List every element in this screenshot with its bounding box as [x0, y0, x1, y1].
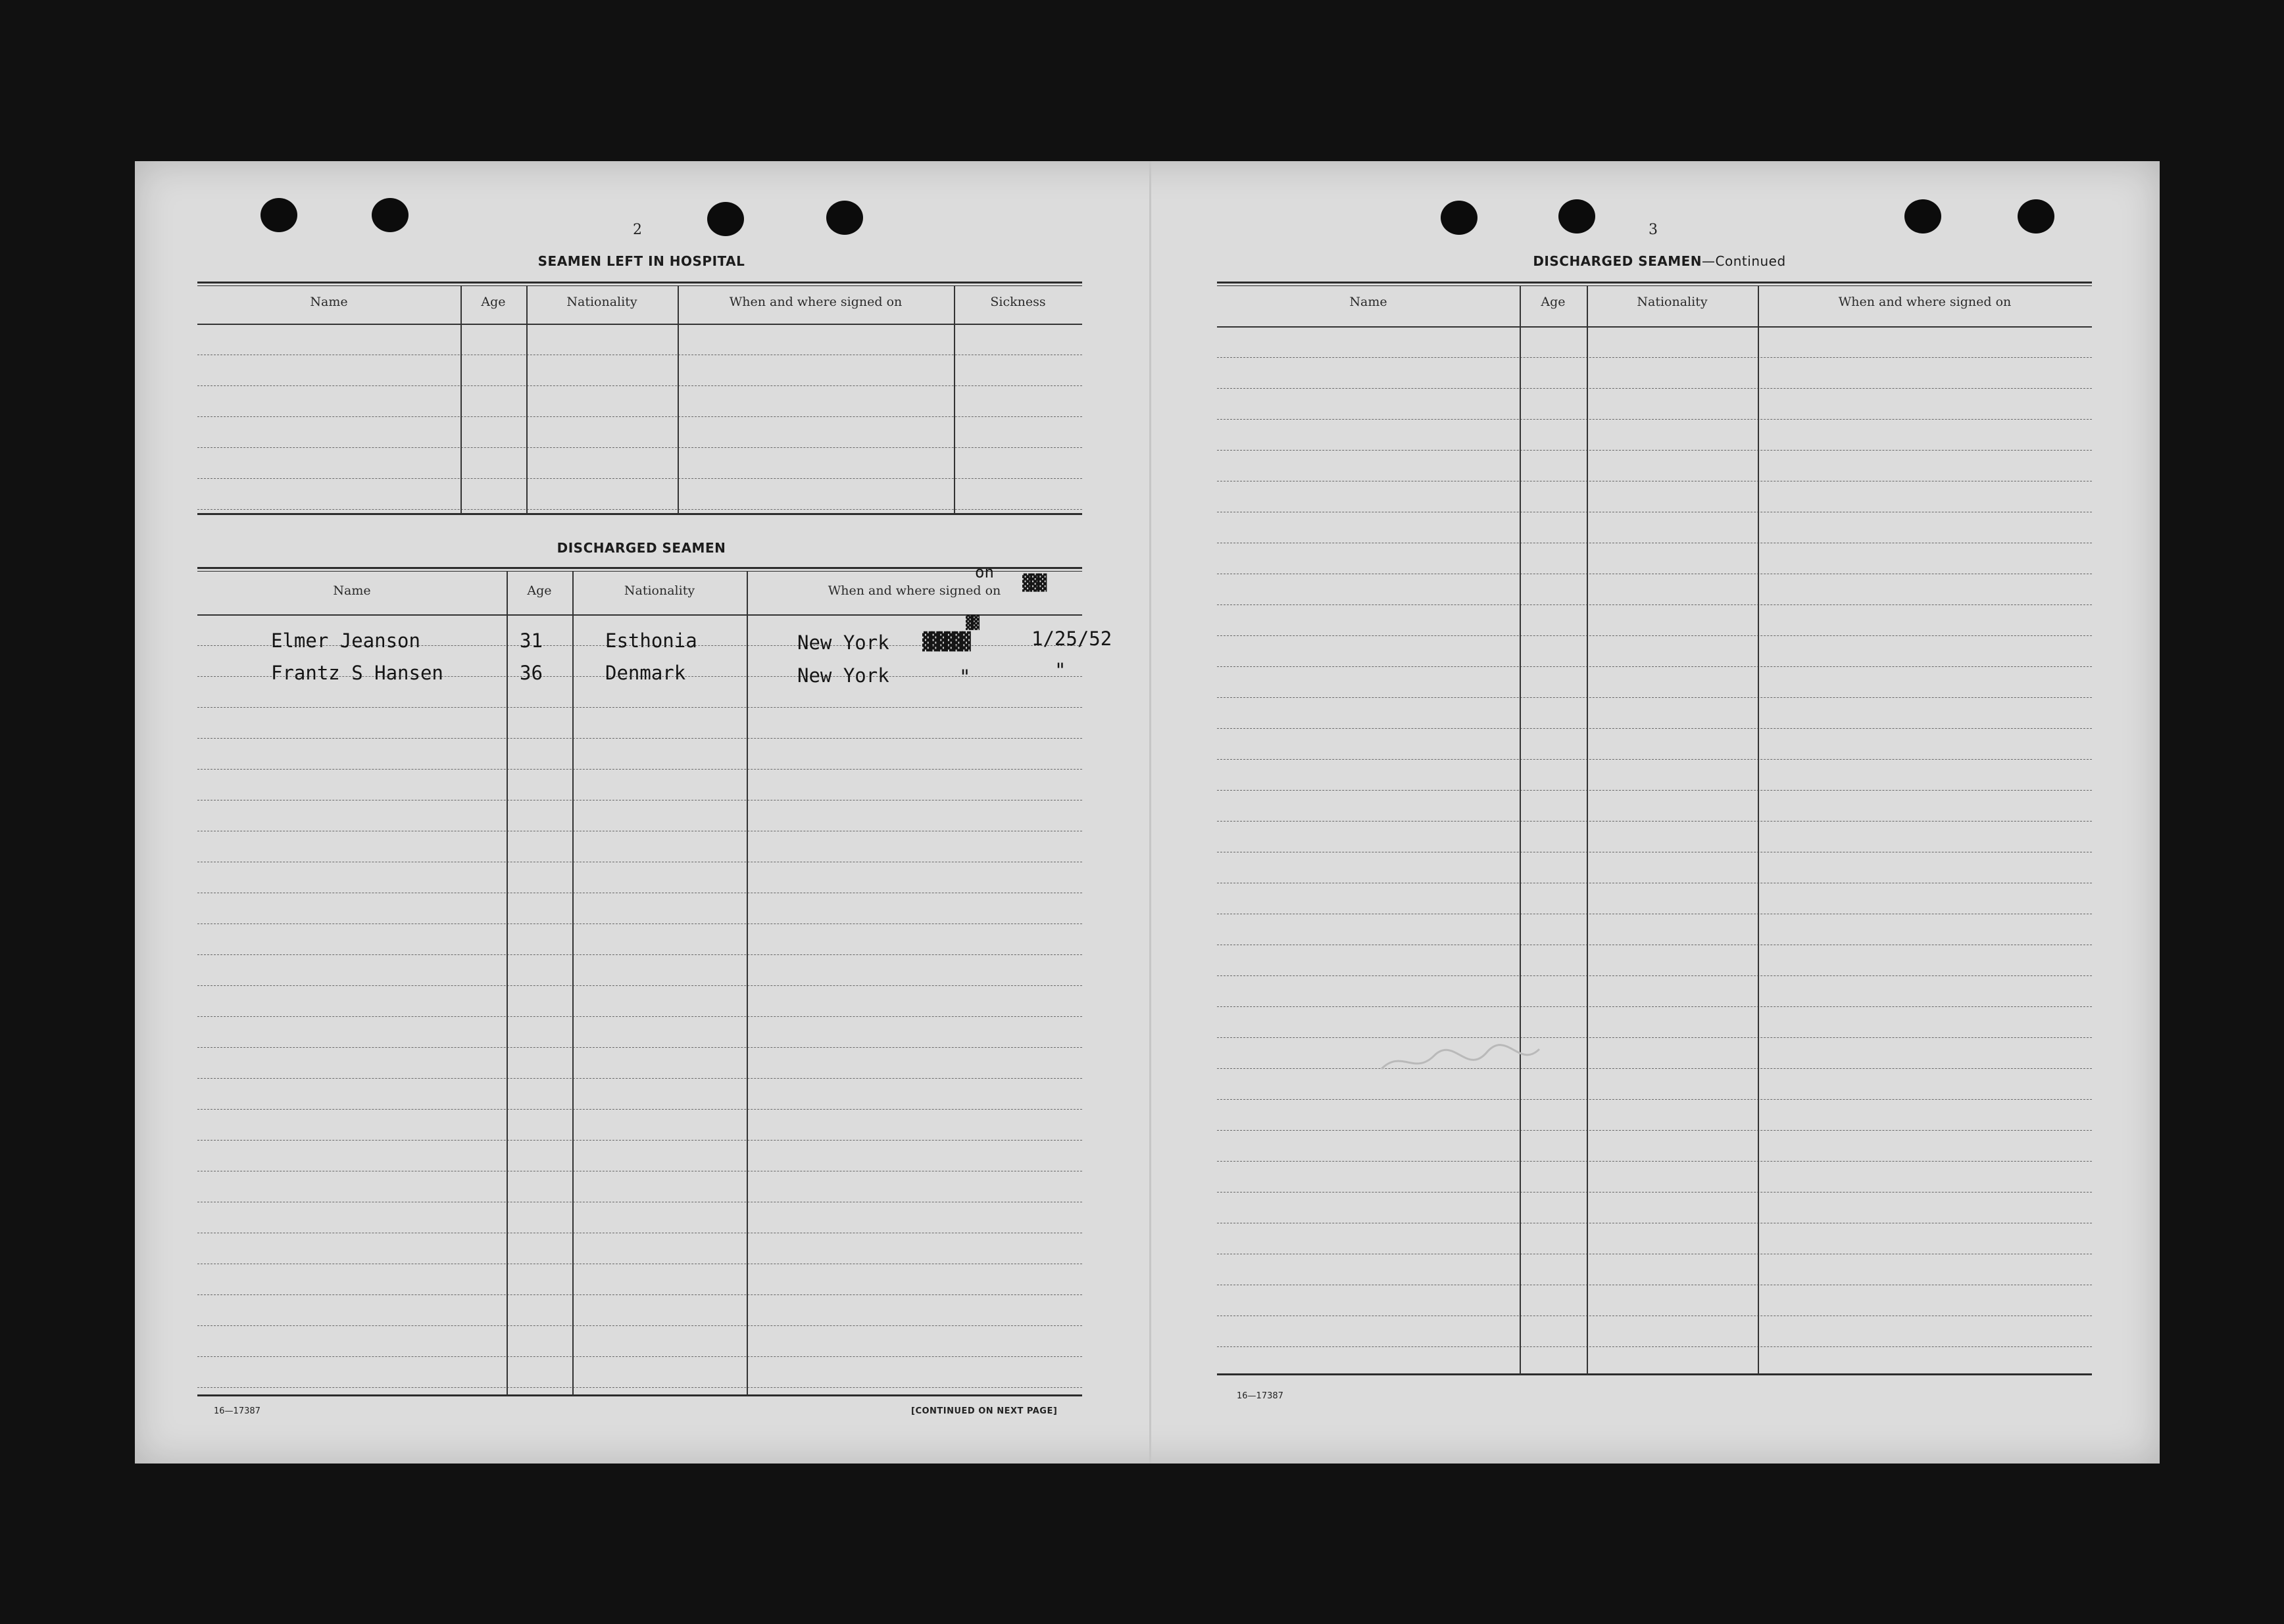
- ruled-line: [1217, 790, 2092, 791]
- table-row-1-date: 1/25/52: [1031, 627, 1112, 650]
- column-header-nationality: Nationality: [1637, 295, 1708, 309]
- table-row-2-ditto: ": [1055, 659, 1066, 681]
- ruled-line: [197, 707, 1082, 708]
- ruled-line: [1217, 1006, 2092, 1007]
- discharged-continued-table: [1217, 282, 2092, 1387]
- document-paper: [135, 161, 2160, 1464]
- strikeout-mark: ▓▓: [966, 614, 978, 630]
- strikeout-mark: ▓▓▓▓▓▓: [922, 632, 968, 652]
- column-header-signed-on: When and where signed on: [729, 295, 903, 309]
- table-row-2-ditto: ": [959, 666, 971, 688]
- table-row-2-nationality: Denmark: [605, 662, 686, 684]
- ruled-line: [197, 1047, 1082, 1048]
- ruled-line: [197, 1356, 1082, 1357]
- ruled-line: [1217, 975, 2092, 976]
- ruled-line: [1217, 821, 2092, 822]
- ruled-line: [197, 1140, 1082, 1141]
- ruled-line: [1217, 728, 2092, 729]
- column-header-age: Age: [1541, 295, 1566, 309]
- column-header-sickness: Sickness: [990, 295, 1046, 309]
- ruled-line: [1217, 635, 2092, 636]
- hospital-section-title: SEAMEN LEFT IN HOSPITAL: [537, 253, 745, 269]
- ruled-line: [1217, 1099, 2092, 1100]
- ruled-line: [197, 1387, 1082, 1388]
- ruled-line: [1217, 697, 2092, 698]
- ruled-line: [1217, 357, 2092, 358]
- ruled-line: [1217, 1346, 2092, 1347]
- column-header-name: Name: [310, 295, 348, 309]
- ruled-line: [1217, 450, 2092, 451]
- table-row-1-place: New York: [797, 631, 889, 654]
- ruled-line: [1217, 666, 2092, 667]
- ruled-line: [1217, 388, 2092, 389]
- ruled-line: [197, 985, 1082, 986]
- discharged-section-title: DISCHARGED SEAMEN: [557, 540, 726, 556]
- ruled-line: [1217, 1037, 2092, 1038]
- strikeout-mark: ▓▓▓: [1022, 574, 1045, 592]
- column-header-name: Name: [333, 583, 371, 598]
- ruled-line: [197, 1109, 1082, 1110]
- table-row-1-name: Elmer Jeanson: [271, 629, 420, 652]
- table-row-2-place: New York: [797, 664, 889, 687]
- table-row-2-name: Frantz S Hansen: [271, 662, 443, 684]
- faint-signature: [1375, 1029, 1546, 1095]
- header-annotation: on: [975, 563, 994, 581]
- right-page: [1151, 161, 2160, 1464]
- table-row-2-age: 36: [520, 662, 543, 684]
- ruled-line: [1217, 419, 2092, 420]
- section-title-main: DISCHARGED SEAMEN: [1533, 253, 1702, 269]
- form-code: 16—17387: [1237, 1391, 1283, 1401]
- ruled-line: [197, 954, 1082, 955]
- ruled-line: [197, 769, 1082, 770]
- ruled-line: [1217, 1130, 2092, 1131]
- ruled-line: [197, 738, 1082, 739]
- table-row-1-age: 31: [520, 629, 543, 652]
- column-header-name: Name: [1349, 295, 1387, 309]
- ruled-line: [1217, 759, 2092, 760]
- page-number: 3: [1649, 222, 1658, 238]
- ruled-line: [197, 923, 1082, 924]
- continued-note: [CONTINUED ON NEXT PAGE]: [911, 1406, 1058, 1416]
- column-header-signed-on: When and where signed on: [828, 583, 1001, 598]
- column-header-age: Age: [527, 583, 552, 598]
- ruled-line: [197, 1325, 1082, 1326]
- form-code: 16—17387: [214, 1406, 261, 1416]
- table-row-1-nationality: Esthonia: [605, 629, 697, 652]
- discharged-continued-title: [1217, 253, 2102, 269]
- left-page: [135, 161, 1149, 1464]
- column-header-age: Age: [481, 295, 506, 309]
- column-header-signed-on: When and where signed on: [1838, 295, 2012, 309]
- ruled-line: [1217, 604, 2092, 605]
- page-number: 2: [633, 222, 642, 238]
- ruled-line: [197, 1078, 1082, 1079]
- ruled-line: [1217, 1068, 2092, 1069]
- column-header-nationality: Nationality: [624, 583, 695, 598]
- section-title-continued: —Continued: [1702, 253, 1786, 269]
- ruled-line: [197, 1016, 1082, 1017]
- discharged-table: [197, 563, 1112, 1396]
- ruled-line: [197, 1294, 1082, 1295]
- ruled-line: [1217, 1192, 2092, 1193]
- column-header-nationality: Nationality: [566, 295, 637, 309]
- ruled-line: [1217, 1161, 2092, 1162]
